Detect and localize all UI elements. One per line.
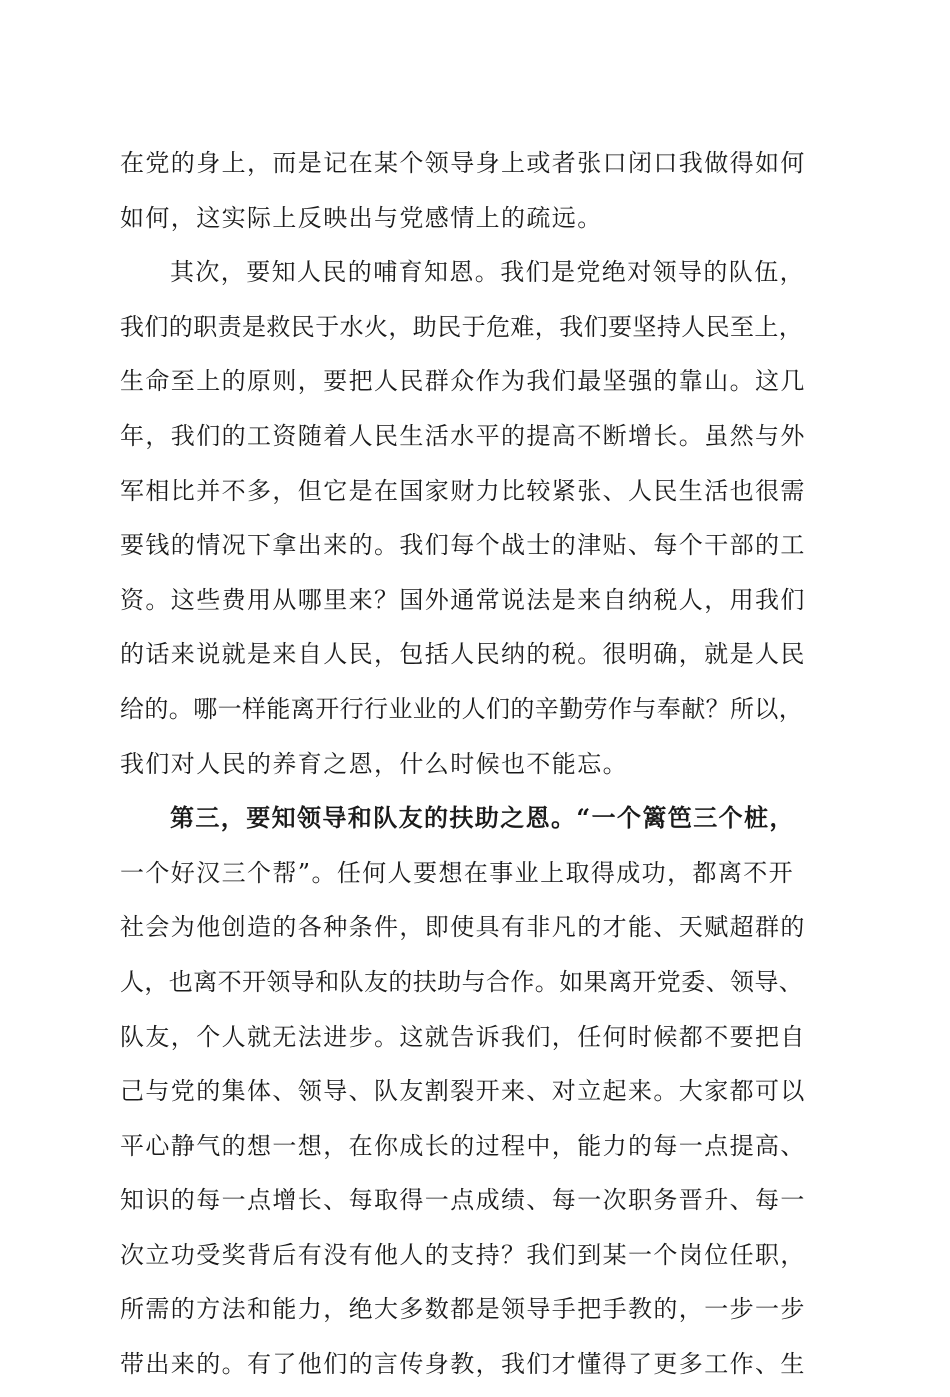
text-line: 带出来的。有了他们的言传身教，我们才懂得了更多工作、生 <box>120 1350 806 1379</box>
text-line: 所需的方法和能力，绝大多数都是领导手把手教的，一步一步 <box>120 1295 806 1324</box>
text-line: 我们对人民的养育之恩，什么时候也不能忘。 <box>120 749 628 778</box>
text-line: 知识的每一点增长、每取得一点成绩、每一次职务晋升、每一 <box>120 1186 806 1215</box>
paragraph-start-line: 第三，要知领导和队友的扶助之恩。“一个篱笆三个桩， <box>170 803 795 833</box>
text-line: 社会为他创造的各种条件，即使具有非凡的才能、天赋超群的 <box>120 913 806 942</box>
text-line: 如何，这实际上反映出与党感情上的疏远。 <box>120 203 603 232</box>
text-line: 年，我们的工资随着人民生活水平的提高不断增长。虽然与外 <box>120 421 806 450</box>
text-line: 己与党的集体、领导、队友割裂开来、对立起来。大家都可以 <box>120 1077 806 1106</box>
text-line: 要钱的情况下拿出来的。我们每个战士的津贴、每个干部的工 <box>120 531 806 560</box>
text-line: 一个好汉三个帮”。任何人要想在事业上取得成功，都离不开 <box>120 858 795 887</box>
body-text <box>120 141 840 1397</box>
text-line: 给的。哪一样能离开行行业业的人们的辛勤劳作与奉献？所以， <box>120 694 804 723</box>
text-line: 我们的职责是救民于水火，助民于危难，我们要坚持人民至上， <box>120 312 804 341</box>
paragraph-start-line: 其次，要知人民的哺育知恩。我们是党绝对领导的队伍， <box>170 258 805 287</box>
text-line: 人，也离不开领导和队友的扶助与合作。如果离开党委、领导、 <box>120 967 804 996</box>
text-line: 队友，个人就无法进步。这就告诉我们，任何时候都不要把自 <box>120 1022 806 1051</box>
text-line: 军相比并不多，但它是在国家财力比较紧张、人民生活也很需 <box>120 476 806 505</box>
text-line: 的话来说就是来自人民，包括人民纳的税。很明确，就是人民 <box>120 640 806 669</box>
text-line: 资。这些费用从哪里来？国外通常说法是来自纳税人，用我们 <box>120 585 806 614</box>
text-line: 次立功受奖背后有没有他人的支持？我们到某一个岗位任职， <box>120 1240 806 1269</box>
text-line: 平心静气的想一想，在你成长的过程中，能力的每一点提高、 <box>120 1131 806 1160</box>
text-line: 生命至上的原则，要把人民群众作为我们最坚强的靠山。这几 <box>120 367 806 396</box>
text-line: 在党的身上，而是记在某个领导身上或者张口闭口我做得如何 <box>120 149 806 177</box>
